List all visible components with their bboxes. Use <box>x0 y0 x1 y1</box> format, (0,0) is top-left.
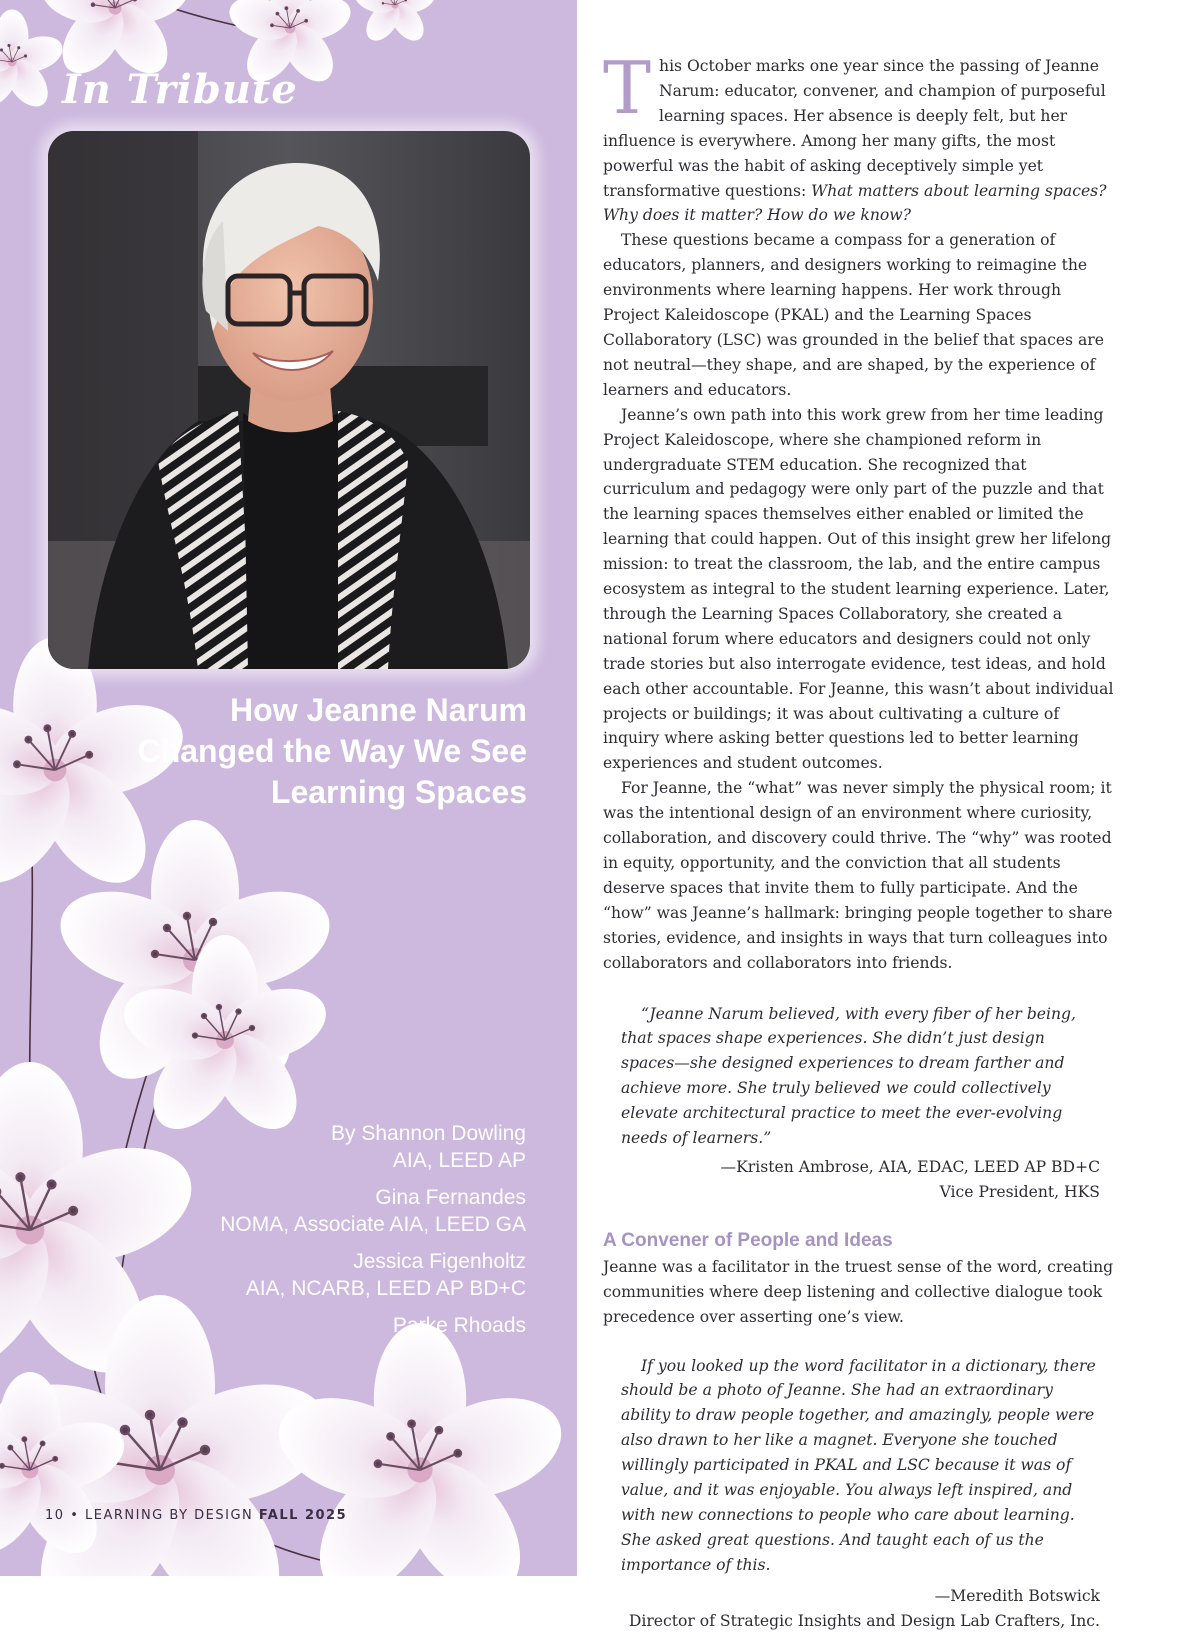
author <box>46 1248 526 1302</box>
section-subhead: A Convener of People and Ideas <box>603 1229 893 1251</box>
author-credentials: AIA, LEED AP <box>392 1149 526 1172</box>
headline-line: How Jeanne Narum <box>230 692 527 728</box>
paragraph: For Jeanne, the “what” was never simply the physical room; it was the intentional design of an environment where curiosity, collaboration, and discovery could thrive. The “why” was rooted in equity, opportunity, and the conviction that all students deserve spaces that invite them to fully participate. And the “how” was Jeanne’s hallmark: bringing people together to share stories, evidence, and insights in ways that turn colleagues into collaborators and collaborators into friends. <box>603 779 1113 972</box>
author-credentials: NOMA, Associate AIA, LEED GA <box>220 1213 526 1236</box>
author-name: Jessica Figenholtz <box>353 1250 526 1273</box>
author-name: By Shannon Dowling <box>331 1122 526 1145</box>
quote-attribution-title: Director of Strategic Insights and Design Lab Crafters, Inc. <box>628 1611 1100 1630</box>
key-questions: What matters about learning spaces? Why does it matter? How do we know? <box>603 181 1107 225</box>
paragraph-text: his October marks one year since the passing of Jeanne Narum: educator, convener, and champion of purposeful learning spaces. Her absence is deeply felt, but her influence is everywhere. Among her many gifts, the most powerful was the habit of asking deceptively simple yet transformative questions: <box>603 57 1106 200</box>
page-footer <box>45 1508 347 1523</box>
headline-line: Changed the Way We See <box>137 733 527 769</box>
article-headline <box>47 690 527 813</box>
author <box>46 1184 526 1238</box>
sidebar <box>0 0 577 1576</box>
paragraph: Jeanne’s own path into this work grew from her time leading Project Kaleidoscope, where she championed reform in undergraduate STEM education. She recognized that curriculum and pedagogy were only part of the puzzle and that the learning spaces themselves either enabled or limited the learning that could happen. Out of this insight grew her lifelong mission: to treat the classroom, the lab, and the entire campus ecosystem as integral to the student learning experience. Later, through the Learning Spaces Collaboratory, she created a national forum where educators and designers could not only trade stories but also interrogate evidence, test ideas, and hold each other accountable. For Jeanne, this wasn’t about individual projects or buildings; it was about cultivating a culture of inquiry where asking better questions led to better learning experiences and student outcomes. <box>603 405 1114 773</box>
drop-cap: T <box>603 46 652 130</box>
author-list <box>46 1120 526 1349</box>
quote-attribution-name: —Meredith Botswick <box>934 1586 1100 1605</box>
page-number: 10 <box>45 1508 65 1523</box>
author <box>46 1120 526 1174</box>
publication-name: LEARNING BY DESIGN <box>85 1508 254 1523</box>
author <box>46 1312 526 1339</box>
paragraph: Jeanne was a facilitator in the truest sense of the word, creating communities where deep listening and collective dialogue took precedence over asserting one’s view. <box>603 1257 1114 1326</box>
paragraph <box>603 46 1118 228</box>
pull-quote: If you looked up the word facilitator in a dictionary, there should be a photo of Jeanne. She had an extraordinary ability to draw people together, and amazingly, people were also drawn to her like a magnet. Everyone she touched willingly participated in PKAL and LSC because it was of value, and it was enjoyable. You always left inspired, and with new connections to people who care about learning. She asked great questions. And taught each of us the importance of this. <box>621 1356 1096 1574</box>
footer-bullet: • <box>70 1508 80 1523</box>
quote-attribution-name: —Kristen Ambrose, AIA, EDAC, LEED AP BD+C <box>720 1157 1100 1176</box>
quote-attribution-title: Vice President, HKS <box>939 1182 1100 1201</box>
author-name: Gina Fernandes <box>375 1186 526 1209</box>
article-body <box>603 46 1118 1633</box>
author-credentials: AIA, NCARB, LEED AP BD+C <box>245 1277 526 1300</box>
author-name: Parke Rhoads <box>392 1314 526 1337</box>
paragraph: These questions became a compass for a generation of educators, planners, and designers working to reimagine the environments where learning happens. Her work through Project Kaleidoscope (PKAL) and the Learning Spaces Collaboratory (LSC) was grounded in the belief that spaces are not neutral—they shape, and are shaped, by the experience of learners and educators. <box>603 231 1104 399</box>
portrait-photo <box>48 131 530 669</box>
pull-quote: “Jeanne Narum believed, with every fiber of her being, that spaces shape experiences. She didn’t just design spaces—she designed experiences to dream farther and achieve more. She truly believed we could collectively elevate architectural practice to meet the ever-evolving needs of learners.” <box>621 1004 1076 1148</box>
section-label: In Tribute <box>62 66 298 113</box>
headline-line: Learning Spaces <box>270 774 527 810</box>
issue-label: FALL 2025 <box>258 1508 348 1523</box>
